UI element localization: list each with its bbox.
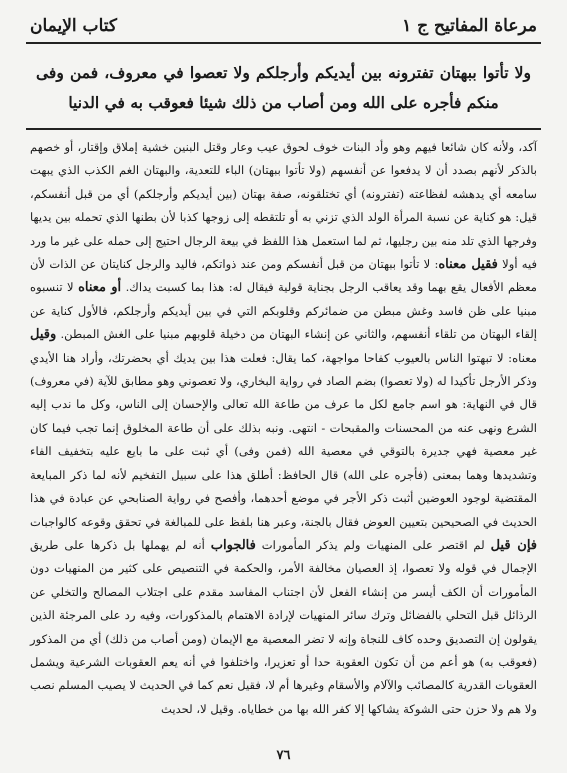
chapter-title: كتاب الإيمان <box>30 16 117 36</box>
matn-divider <box>26 128 541 130</box>
commentary-text-1: آكد، ولأنه كان شائعا فيهم وهو وأد البنات خوف لحوق عيب وعار وقتل البنين خشية إملاق وإقتار، أو خصهم بالذكر لأنهم بصدد أن لا يدفعوا عن أنفسهم (ولا تأتوا ببهتان) الباء للتعدية، والبهتان الغم الكذب الذي يبهت سامعه أي يدهشه لفظاعته (تفترونه) أي تختلقونه، صفة بهتان (بين أيديكم وأرجلكم) أي من قبل أنفسكم، قيل: هو كناية عن نسبة المرأة الولد الذي تزني به أو تلتقطه إلى زوجها كذبا لأن بطنها الذي تحمله بين يديها وفرجها الذي تلد منه بين رجليها، ثم لما استعمل هذا اللفظ في بيعة الرجال احتيج إلى حمله على غير ما ورد فيه أولا <box>30 140 538 272</box>
book-title: مرعاة المفاتيح ج ١ <box>402 16 537 36</box>
keyword-aw-manahu: أو معناه <box>78 280 122 296</box>
commentary-text-5: لم اقتصر على المنهيات ولم يذكر المأمورات <box>261 537 485 552</box>
page-header <box>30 14 537 40</box>
page-number: ٧٦ <box>276 748 291 763</box>
commentary <box>30 136 537 721</box>
commentary-paragraph <box>30 136 537 721</box>
header-divider <box>26 42 541 44</box>
keyword-wa-qila: وقيل <box>30 327 57 343</box>
commentary-text-4: معناه: لا تبهتوا الناس بالعيوب كفاحا مواجهة، كما يقال: فعلت هذا بين يديك أي بحضرتك، وأراد هنا الأيدي وذكر الأرجل تأكيدا له (ولا تعصوا) بضم الصاد في رواية البخاري، ولا تعصوني وهو مطابق للآية (في معروف) قال في النهاية: هو اسم جامع لكل ما عرف من طاعة الله تعالى والإحسان إلى الناس، وكل ما ندب إليه الشرع ونهى عنه من المحسنات والمقبحات - انتهى. ونبه بذلك على أن طاعة المخلوق إنما تجب فيما كان غير معصية فهي جديرة بالتوقي في معصية الله (فمن وفى) أي ثبت على ما بايع عليه بتخفيف الفاء وتشديدها وهما بمعنى (فأجره على الله) قال الحافظ: أطلق هذا على سبيل التفخيم لأنه لما ذكر المبايعة المقتضية لوجود العوضين أثبت ذكر الأجر في موضع أحدهما، وأفصح في رواية الصنابحي عن عبادة في هذا الحديث في الصحيحين بتعيين العوض فقال بالجنة، وعبر هنا بلفظ على للمبالغة في تحقق وقوعه كالواجبات <box>30 350 537 529</box>
keyword-al-jawab: فالجواب <box>210 537 256 553</box>
keyword-fa-in-qila: فإن قيل <box>490 537 538 553</box>
commentary-text-3: لا تنسبوه مبنيا على ظن فاسد وغش مبطن من ضمائركم وقلوبكم التي في بين أيديكم وأرجلكم، فالأول كناية عن إلقاء البهتان من تلقاء أنفسهم، والثاني عن إنشاء البهتان من دخيلة قلوبهم مبنيا على الغش المبطن. <box>30 280 538 342</box>
commentary-text-2: : لا تأتوا ببهتان من قبل أنفسكم ومن عند ذواتكم، فاليد والرجل كنايتان عن الذات لأن معظم الأفعال يقع بهما وقد يعاقب الرجل بجناية قولية فيقال له: هذا بما كسبت يداك. <box>30 257 537 295</box>
keyword-qila-manahu: فقيل معناه <box>438 257 498 273</box>
commentary-text-6: أنه لم يهملها بل ذكرها على طريق الإجمال في قوله ولا تعصوا، إذ العصيان مخالفة الأمر، والحكمة في التنصيص على كثير من المنهيات دون المأمورات أن الكف أيسر من إنشاء الفعل لأن اجتناب المفاسد مقدم على اجتلاب المصالح والتخلي عن الرذائل قبل التحلي بالفضائل وترك سائر المنهيات لإرادة الاهتمام بالمذكورات، وفيه رد على المرجئة الذين يقولون إن التصديق وحده كاف للنجاة وإنه لا تضر المعصية مع الإيمان (ومن أصاب من ذلك) أي من المذكور (فعوقب به) هو أعم من أن تكون العقوبة حدا أو تعزيرا، واختلفوا في أنه يعم العقوبات الشرعية ويشمل العقوبات القدرية كالمصائب والآلام والأسقام وغيرها أم لا، فقيل نعم كما في الحديث لا يصيب المسلم نصب ولا هم ولا حزن حتى الشوكة يشاكها إلا كفر الله بها من خطاياه. وقيل لا، لحديث <box>30 537 537 716</box>
hadith-text: ولا تأتوا ببهتان تفترونه بين أيديكم وأرجلكم ولا تعصوا في معروف، فمن وفى منكم فأجره على الله ومن أصاب من ذلك شيئا فعوقب به في الدنيا <box>36 63 531 112</box>
